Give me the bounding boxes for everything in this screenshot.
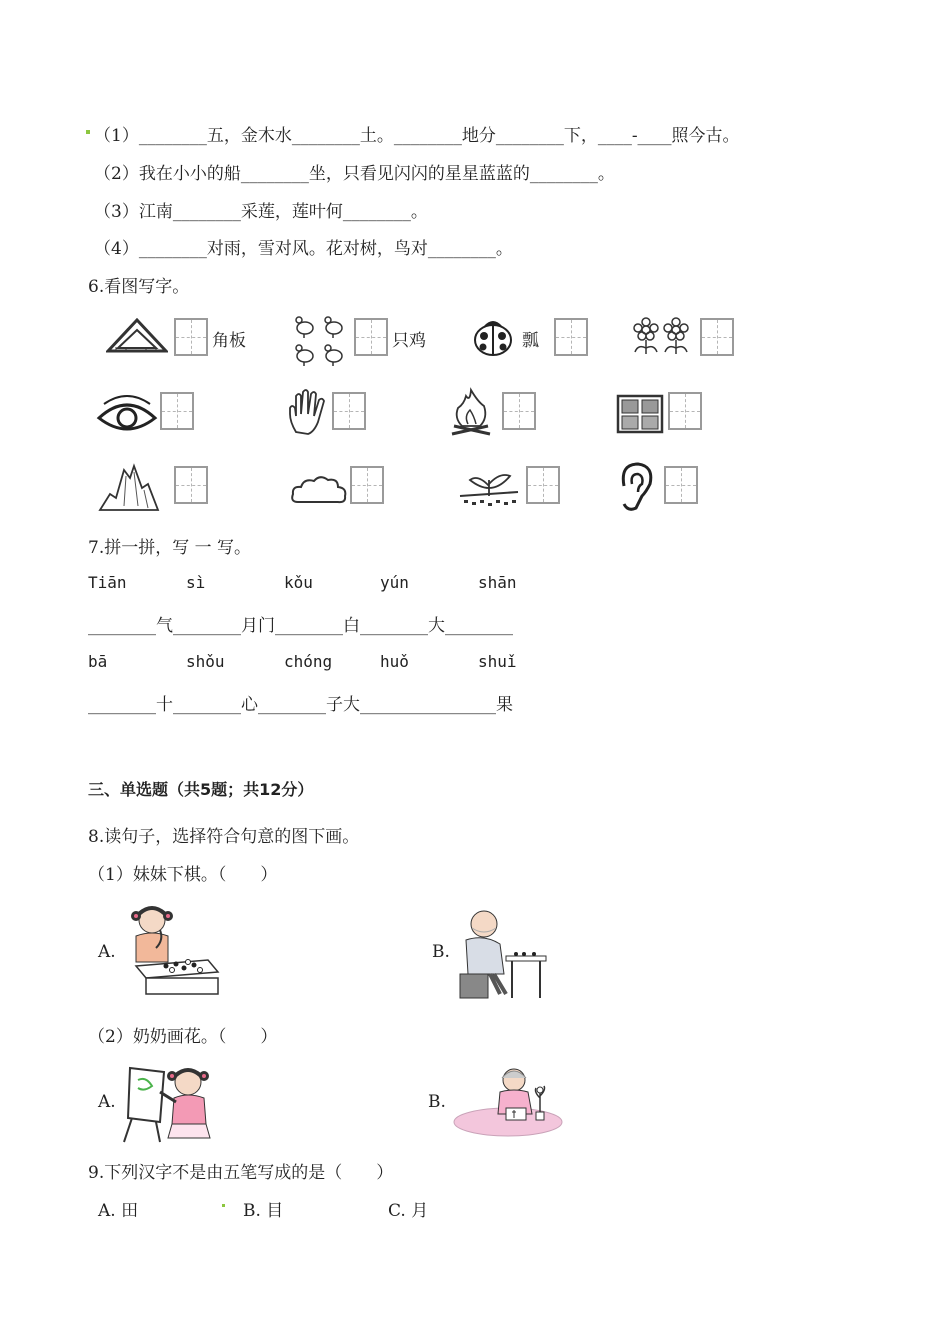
q8-sentence-2: （2）奶奶画花。（ ） — [88, 1027, 278, 1047]
q7-write-line-1: ________气________月门________白________大________ — [88, 616, 513, 636]
pinyin-tian: Tiān — [88, 573, 127, 592]
q5-line-4: （4）________对雨，雪对风。花对树，鸟对________。 — [94, 239, 513, 259]
write-box[interactable] — [554, 318, 588, 356]
pinyin-kou: kǒu — [284, 573, 313, 592]
q5-line-3: （3）江南________采莲，莲叶何________。 — [94, 202, 428, 222]
q8-2-option-a[interactable]: A. — [98, 1092, 116, 1112]
ear-icon — [616, 460, 656, 514]
word-zhiji: 只鸡 — [392, 331, 426, 351]
fire-icon — [448, 386, 494, 438]
q7-title: 7.拼一拼，写 一 写。 — [88, 538, 252, 558]
mountain-icon — [98, 462, 160, 512]
pinyin-shan: shān — [478, 573, 517, 592]
q9-option-a[interactable]: A. 田 — [98, 1201, 139, 1221]
q8-sentence-1: （1）妹妹下棋。（ ） — [88, 865, 278, 885]
write-box[interactable] — [174, 318, 208, 356]
write-box[interactable] — [526, 466, 560, 504]
q6-title: 6.看图写字。 — [88, 277, 190, 297]
q9-option-b[interactable]: B. 目 — [243, 1201, 284, 1221]
eye-icon — [96, 394, 158, 436]
q8-1-option-a[interactable]: A. — [98, 942, 116, 962]
pinyin-huo: huǒ — [380, 652, 409, 671]
write-box[interactable] — [332, 392, 366, 430]
write-box[interactable] — [502, 392, 536, 430]
q9-option-c[interactable]: C. 月 — [388, 1201, 429, 1221]
q8-title: 8.读句子，选择符合句意的图下画。 — [88, 827, 360, 847]
pinyin-chong: chóng — [284, 652, 333, 671]
grandma-drawing-flowers-illustration — [452, 1062, 564, 1140]
write-box[interactable] — [668, 392, 702, 430]
seedling-icon — [458, 466, 520, 510]
write-box[interactable] — [160, 392, 194, 430]
cloud-icon — [290, 474, 348, 506]
pinyin-ba: bā — [88, 652, 108, 671]
q8-1-option-b[interactable]: B. — [432, 942, 450, 962]
old-man-playing-chess-illustration — [450, 904, 550, 1002]
word-jiaoban: 角板 — [212, 331, 246, 351]
girl-painting-illustration — [120, 1062, 224, 1144]
pinyin-shui: shuǐ — [478, 652, 517, 671]
rice-field-icon — [616, 394, 664, 434]
q9-title: 9.下列汉字不是由五笔写成的是（ ） — [88, 1163, 394, 1183]
q7-write-line-2: ________十________心________子大________________果 — [88, 695, 513, 715]
section-3-title: 三、单选题（共5题；共12分） — [88, 780, 314, 799]
write-box[interactable] — [354, 318, 388, 356]
pinyin-si: sì — [186, 573, 206, 592]
write-box[interactable] — [174, 466, 208, 504]
word-piao: 瓢 — [522, 331, 539, 351]
write-box[interactable] — [350, 466, 384, 504]
triangle-ruler-icon — [106, 318, 168, 354]
hand-icon — [286, 388, 330, 436]
q5-line-1: （1）________五，金木水________土。________地分________下，____-____照今古。 — [94, 126, 740, 146]
write-box[interactable] — [664, 466, 698, 504]
pinyin-shou: shǒu — [186, 652, 225, 671]
q8-2-option-b[interactable]: B. — [428, 1092, 446, 1112]
write-box[interactable] — [700, 318, 734, 356]
ladybug-icon — [470, 316, 516, 358]
marker-dot — [222, 1204, 225, 1207]
q5-line-2: （2）我在小小的船________坐，只看见闪闪的星星蓝蓝的________。 — [94, 164, 615, 184]
chickens-icon — [292, 312, 350, 368]
pinyin-yun: yún — [380, 573, 409, 592]
marker-dot — [86, 130, 90, 134]
girl-playing-chess-illustration — [122, 900, 222, 1000]
flowers-icon — [630, 316, 694, 358]
